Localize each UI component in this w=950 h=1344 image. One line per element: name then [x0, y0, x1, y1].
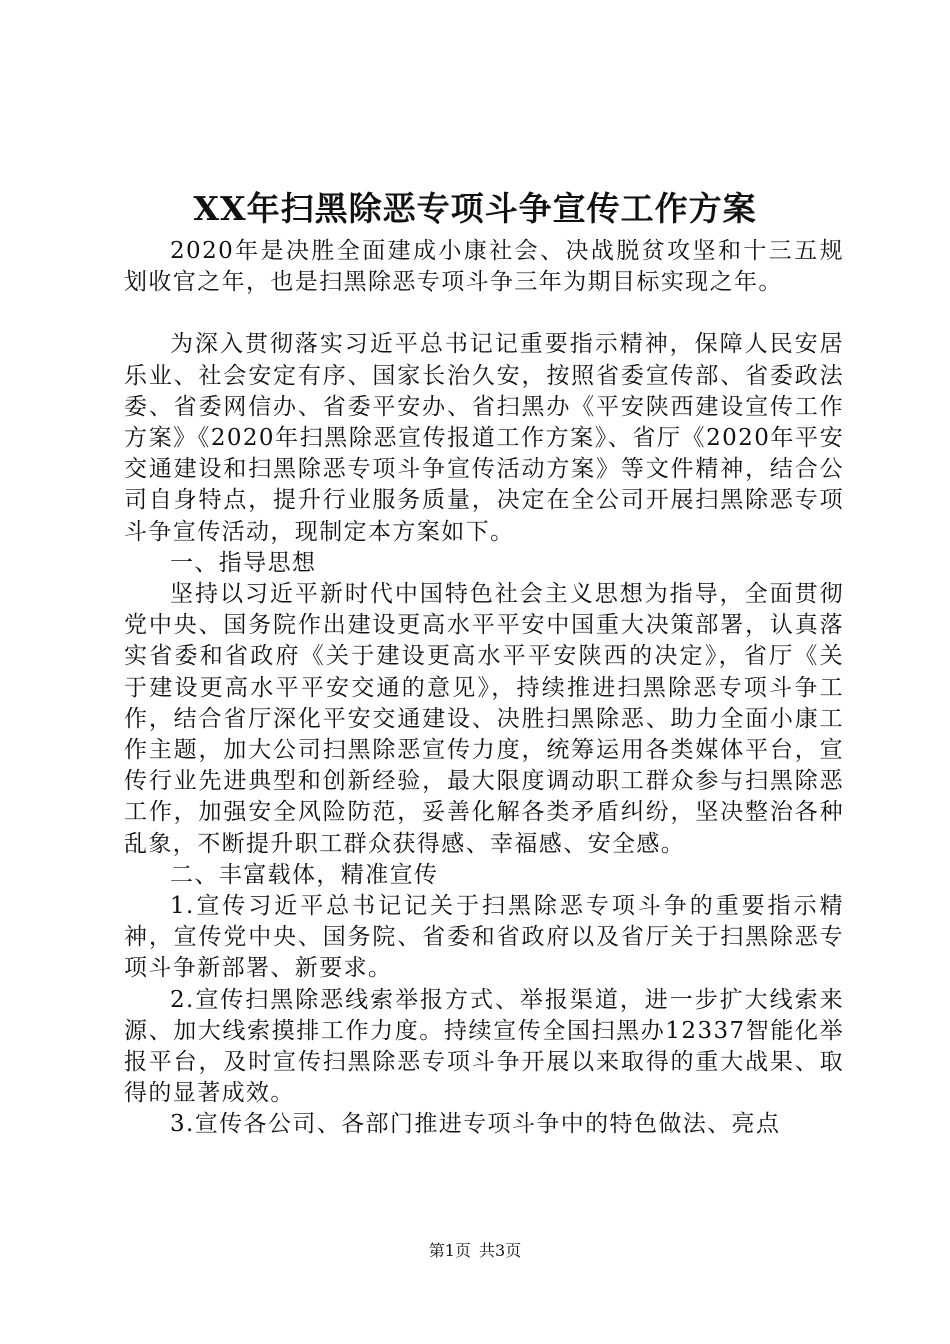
section-heading-guiding-ideology: 一、指导思想	[170, 549, 317, 576]
section-heading-publicity: 二、丰富载体，精准宣传	[170, 861, 439, 888]
document-title: XX年扫黑除恶专项斗争宣传工作方案	[193, 189, 757, 228]
paragraph-purpose: 为深入贯彻落实习近平总书记记重要指示精神，保障人民安居乐业、社会安定有序、国家长治久安，按照省委宣传部、省委政法委、省委网信办、省委平安办、省扫黑办《平安陕西建设宣传工作方案》《2020年扫黑除恶宣传报道工作方案》、省厅《2020年平安交通建设和扫黑除恶专项斗争宣传活动方案》等文件精神，结合公司自身特点，提升行业服务质量，决定在全公司开展扫黑除恶专项斗争宣传活动，现制定本方案如下。	[124, 331, 844, 545]
document-body	[124, 236, 844, 1141]
list-item-1: 1.宣传习近平总书记记关于扫黑除恶专项斗争的重要指示精神，宣传党中央、国务院、省委和省政府以及省厅关于扫黑除恶专项斗争新部署、新要求。	[124, 893, 844, 982]
list-item-2: 2.宣传扫黑除恶线索举报方式、举报渠道，进一步扩大线索来源、加大线索摸排工作力度。持续宣传全国扫黑办12337智能化举报平台，及时宣传扫黑除恶专项斗争开展以来取得的重大战果、取得的显著成效。	[124, 986, 844, 1107]
paragraph-guiding-ideology: 坚持以习近平新时代中国特色社会主义思想为指导，全面贯彻党中央、国务院作出建设更高水平平安中国重大决策部署，认真落实省委和省政府《关于建设更高水平平安陕西的决定》，省厅《关于建设更高水平平安交通的意见》，持续推进扫黑除恶专项斗争工作，结合省厅深化平安交通建设、决胜扫黑除恶、助力全面小康工作主题，加大公司扫黑除恶宣传力度，统筹运用各类媒体平台，宣传行业先进典型和创新经验，最大限度调动职工群众参与扫黑除恶工作，加强安全风险防范，妥善化解各类矛盾纠纷，坚决整治各种乱象，不断提升职工群众获得感、幸福感、安全感。	[124, 581, 844, 857]
list-item-3: 3.宣传各公司、各部门推进专项斗争中的特色做法、亮点	[170, 1111, 781, 1138]
paragraph-intro: 2020年是决胜全面建成小康社会、决战脱贫攻坚和十三五规划收官之年，也是扫黑除恶专项斗争三年为期目标实现之年。	[124, 238, 844, 296]
page-number-footer: 第1页 共3页	[428, 1241, 522, 1260]
